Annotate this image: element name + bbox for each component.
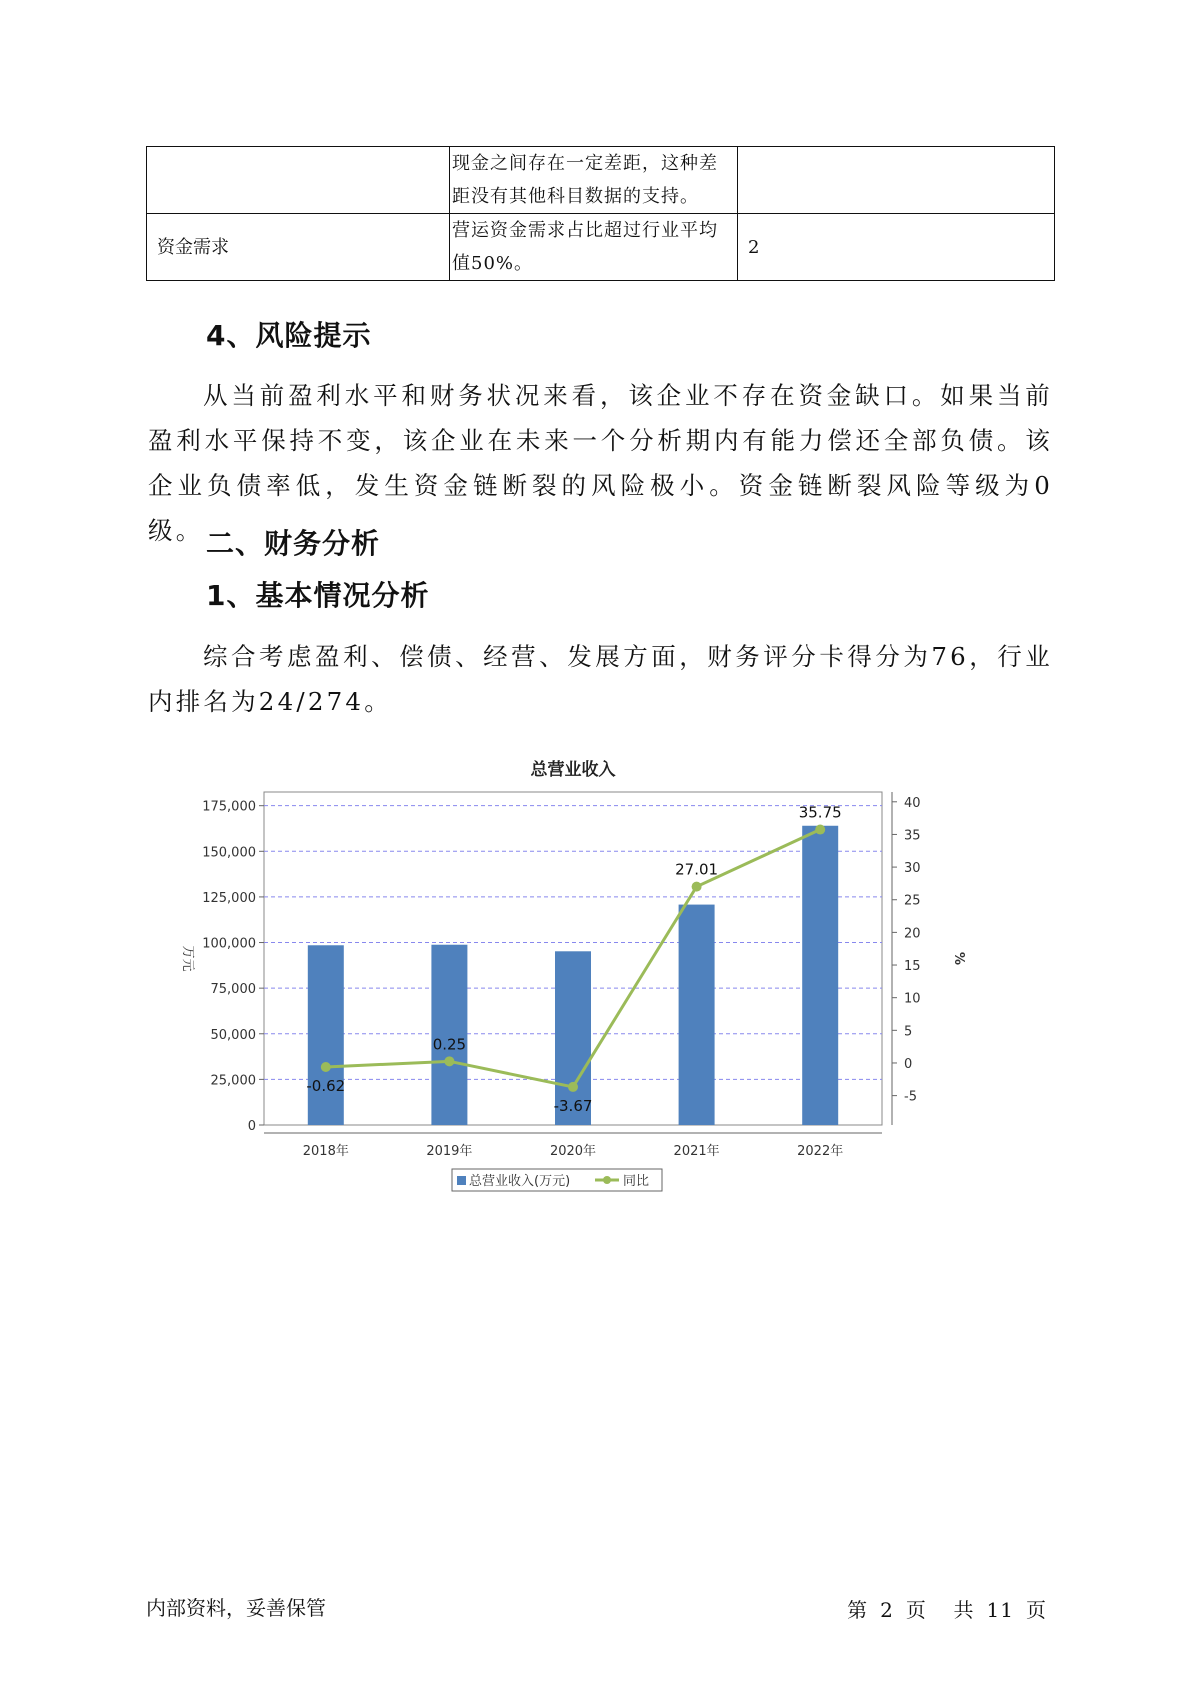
x-tick-label: 2021年	[673, 1144, 720, 1159]
y-tick-label: 25,000	[210, 1073, 256, 1089]
y2-tick-label: 15	[904, 959, 921, 975]
y2-tick-label: 20	[904, 926, 921, 942]
table-cell: 资金需求	[147, 214, 450, 281]
y2-axis-label: %	[951, 951, 966, 966]
page-unit: 页	[905, 1598, 927, 1622]
footer-confidential: 内部资料，妥善保管	[146, 1596, 326, 1620]
table-cell	[147, 147, 450, 214]
y-tick-label: 50,000	[210, 1027, 256, 1043]
y-tick-label: 150,000	[202, 845, 256, 861]
legend-bar-swatch	[457, 1176, 466, 1185]
legend-line-label: 同比	[623, 1174, 650, 1189]
total-prefix: 共	[953, 1598, 975, 1622]
y2-tick-label: 40	[904, 795, 921, 811]
data-label: 27.01	[675, 860, 719, 879]
y2-tick-label: 25	[904, 893, 921, 909]
table-row	[147, 147, 1055, 214]
revenue-chart	[170, 745, 1030, 1205]
data-label: 0.25	[432, 1035, 467, 1054]
section-heading-basic: 1、基本情况分析	[206, 579, 430, 612]
data-label: 35.75	[798, 803, 842, 822]
y2-tick-label: 0	[904, 1056, 913, 1072]
y2-tick-label: 5	[904, 1024, 913, 1040]
growth-point	[568, 1082, 578, 1092]
y2-tick-label: 10	[904, 991, 921, 1007]
x-tick-label: 2019年	[426, 1144, 473, 1159]
section-heading-finance: 二、财务分析	[206, 527, 381, 560]
x-tick-label: 2022年	[797, 1144, 844, 1159]
y-tick-label: 125,000	[202, 890, 256, 906]
basic-paragraph: 综合考虑盈利、偿债、经营、发展方面，财务评分卡得分为76，行业内排名为24/274。	[148, 642, 1053, 716]
revenue-chart-svg	[170, 745, 1030, 1205]
y2-tick-label: -5	[904, 1089, 917, 1105]
table-cell: 营运资金需求占比超过行业平均值50%。	[450, 214, 738, 281]
bar	[679, 905, 715, 1125]
x-tick-label: 2020年	[549, 1144, 597, 1159]
table-row	[147, 214, 1055, 281]
data-label: -0.62	[306, 1077, 346, 1096]
bar	[802, 826, 838, 1125]
footer-page-info	[841, 1594, 1053, 1623]
chart-title: 总营业收入	[530, 760, 616, 780]
y2-tick-label: 35	[904, 828, 921, 844]
x-tick-label: 2018年	[302, 1144, 349, 1159]
bar	[308, 945, 344, 1125]
risk-table	[146, 146, 1055, 281]
y-tick-label: 75,000	[210, 982, 256, 998]
risk-paragraph: 从当前盈利水平和财务状况来看，该企业不存在资金缺口。如果当前盈利水平保持不变，该企业在未来一个分析期内有能力偿还全部负债。该企业负债率低，发生资金链断裂的风险极小。资金链断裂风险等级为0级。	[148, 381, 1053, 545]
y2-tick-label: 30	[904, 861, 921, 877]
page-prefix: 第	[847, 1598, 869, 1622]
growth-point	[815, 825, 825, 835]
growth-point	[321, 1062, 331, 1072]
section-heading-risk: 4、风险提示	[206, 319, 372, 352]
y-tick-label: 175,000	[202, 799, 256, 815]
y-axis-label: 万元	[180, 945, 195, 972]
growth-point	[692, 882, 702, 892]
data-label: -3.67	[553, 1096, 593, 1115]
growth-point	[444, 1056, 454, 1066]
y-tick-label: 0	[247, 1119, 256, 1134]
legend-bar-label: 总营业收入(万元)	[469, 1174, 571, 1189]
total-pages: 11	[986, 1598, 1014, 1622]
total-unit: 页	[1026, 1598, 1047, 1622]
table-cell: 2	[738, 214, 1055, 281]
table-cell: 现金之间存在一定差距，这种差距没有其他科目数据的支持。	[450, 147, 738, 214]
y-tick-label: 100,000	[202, 936, 256, 952]
page-number: 2	[880, 1598, 894, 1622]
table-cell	[738, 147, 1055, 214]
legend-line-marker	[603, 1176, 611, 1184]
